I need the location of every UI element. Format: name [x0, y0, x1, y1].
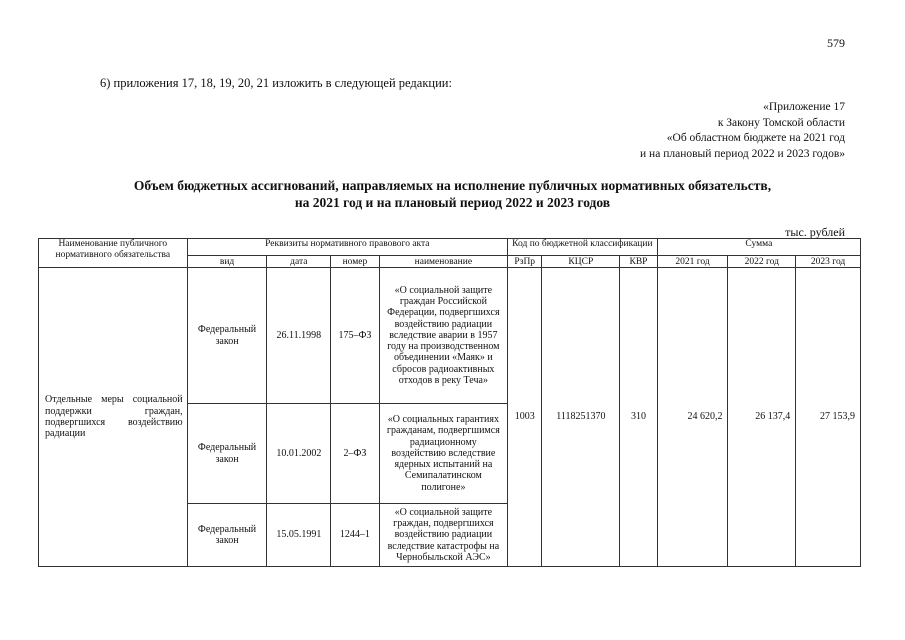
header-2023: 2023 год	[796, 256, 861, 268]
act-date: 10.01.2002	[267, 404, 331, 504]
obligation-name: Отдельные меры социальной поддержки граждан, подвергшихся воздействию радиации	[39, 268, 188, 567]
title-line: на 2021 год и на плановый период 2022 и 2023 годов	[294, 195, 611, 210]
act-number: 1244–1	[331, 504, 380, 567]
amount-2021: 24 620,2	[657, 268, 728, 567]
annex-line: «Об областном бюджете на 2021 год	[666, 132, 845, 144]
act-date: 26.11.1998	[267, 268, 331, 404]
annex-header	[640, 100, 845, 162]
act-number: 2–ФЗ	[331, 404, 380, 504]
annex-line: и на плановый период 2022 и 2023 годов»	[640, 147, 845, 160]
header-obligation: Наименование публичного нормативного обязательства	[39, 239, 188, 268]
annex-line: к Закону Томской области	[717, 116, 845, 129]
document-title	[40, 177, 865, 211]
act-number: 175–ФЗ	[331, 268, 380, 404]
header-kcsr: КЦСР	[542, 256, 620, 268]
header-type: вид	[187, 256, 267, 268]
act-type: Федеральный закон	[187, 504, 267, 567]
kvr-code: 310	[620, 268, 657, 567]
header-kvr: КВР	[620, 256, 657, 268]
amount-2022: 26 137,4	[728, 268, 796, 567]
header-date: дата	[267, 256, 331, 268]
annex-line: «Приложение 17	[763, 101, 845, 113]
table-row	[39, 268, 861, 404]
intro-text: 6) приложения 17, 18, 19, 20, 21 изложить в следующей редакции:	[100, 76, 452, 90]
obligations-table	[38, 238, 861, 567]
header-name: наименование	[379, 256, 507, 268]
page-number: 579	[827, 36, 845, 50]
header-2022: 2022 год	[728, 256, 796, 268]
act-type: Федеральный закон	[187, 268, 267, 404]
header-amount: Сумма	[657, 239, 860, 256]
header-act-details: Реквизиты нормативного правового акта	[187, 239, 507, 256]
kcsr-code: 1118251370	[542, 268, 620, 567]
act-date: 15.05.1991	[267, 504, 331, 567]
act-name: «О социальной защите граждан, подвергшихся воздействию радиации вследствие катастрофы на Чернобыльской АЭС»	[379, 504, 507, 567]
act-name: «О социальных гарантиях гражданам, подвергшимся радиационному воздействию вследствие ядерных испытаний на Семипалатинском полигоне»	[379, 404, 507, 504]
amount-2023: 27 153,9	[796, 268, 861, 567]
rzpr-code: 1003	[508, 268, 542, 567]
header-2021: 2021 год	[657, 256, 728, 268]
title-line: Объем бюджетных ассигнований, направляемых на исполнение публичных нормативных обязательств,	[133, 178, 772, 193]
act-type: Федеральный закон	[187, 404, 267, 504]
header-number: номер	[331, 256, 380, 268]
header-budget-code: Код по бюджетной классификации	[508, 239, 658, 256]
header-rzpr: РзПр	[508, 256, 542, 268]
act-name: «О социальной защите граждан Российской Федерации, подвергшихся воздействию радиации вследствие аварии в 1957 году на производственном объединении «Маяк» и сбросов радиоактивных отходов в реку Теча»	[379, 268, 507, 404]
units-label: тыс. рублей	[785, 225, 845, 239]
